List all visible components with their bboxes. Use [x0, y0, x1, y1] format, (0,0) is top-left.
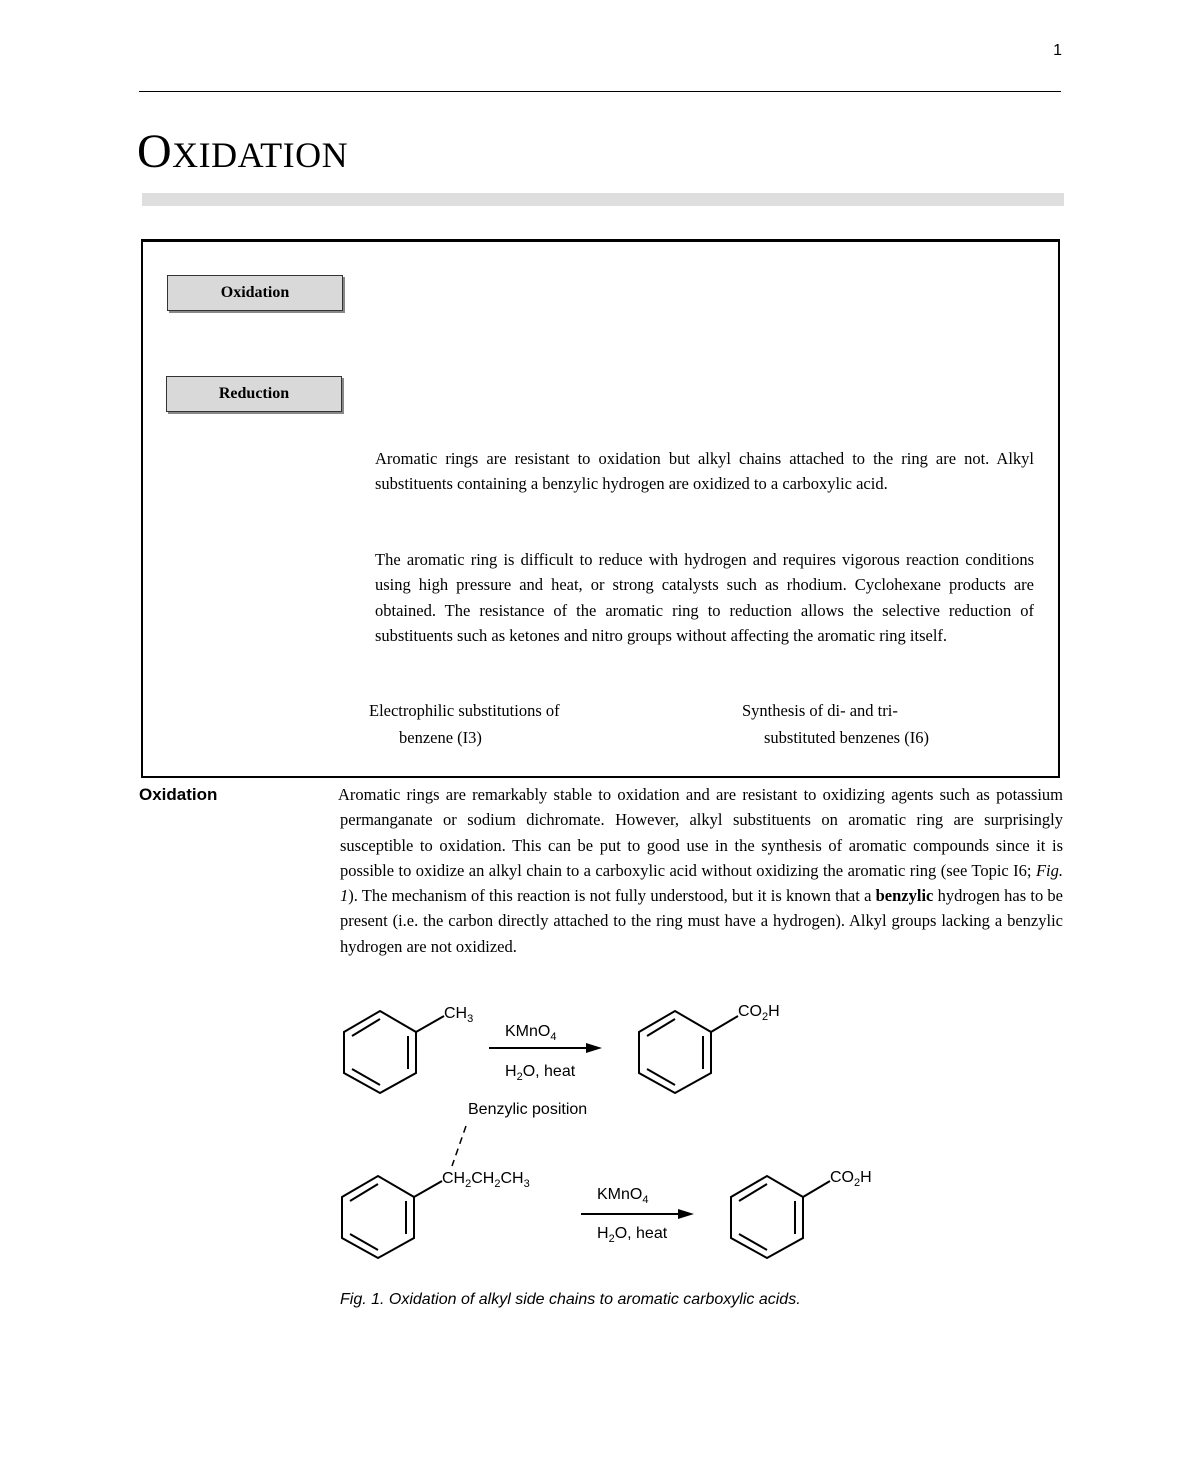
paragraph-text-b: ). The mechanism of this reaction is not fully understood, but it is known that a: [348, 886, 876, 906]
figure-reference: Fig. 1: [340, 860, 1063, 906]
label-co2h-1: $CO_2H$: [738, 1003, 780, 1023]
paragraph-text-a: Aromatic rings are remarkably stable to oxidation and are resistant to oxidizing agents such as potassium permanganate or sodium dichromate. However, alkyl substituents on aromatic ring are surprisingly susceptible to oxidation. This can be put to good use in the synthesis of aromatic compounds since it is possible to oxidize an alkyl chain to a carboxylic acid without oxidizing the aromatic ring (see Topic I6;: [338, 785, 1063, 880]
annotation-pointer: [452, 1126, 466, 1166]
label-co2h-2: $CO_2H$: [830, 1169, 872, 1189]
bold-term-benzylic: benzylic: [875, 886, 934, 906]
section-heading: Oxidation: [139, 785, 218, 804]
chapter-title-initial: O: [137, 125, 173, 178]
arrowhead-1: [586, 1043, 602, 1053]
topic-text-reduction: The aromatic ring is difficult to reduce with hydrogen and requires vigorous reaction conditions using high pressure and heat, or strong catalysts such as rhodium. Cyclohexane products are obtained. The resistance of the aromatic ring to reduction allows the selective reduction of substituents such as ketones and nitro groups without affecting the aromatic ring itself.: [375, 550, 1034, 645]
benzene-ring-benzoic-acid-2: [731, 1176, 803, 1258]
topic-text-oxidation: Aromatic rings are resistant to oxidation but alkyl chains attached to the ring are not. Alkyl substituents containing a benzylic hydrogen are oxidized to a carboxylic acid.: [375, 449, 1034, 494]
bond-propyl: [414, 1181, 442, 1197]
conditions-1: $H_2O$, heat: [505, 1063, 576, 1083]
label-ch3: $CH_3$: [444, 1005, 474, 1025]
conditions-2: $H_2O$, heat: [597, 1225, 668, 1245]
topic-label-reduction: Reduction: [166, 376, 342, 412]
annotation-benzylic: Benzylic position: [468, 1101, 588, 1118]
topic-label-oxidation: Oxidation: [167, 275, 343, 311]
paragraph-text-c: hydrogen has to be present (i.e. the carbon directly attached to the ring must have a hydrogen). Alkyl groups lacking a benzylic hydrogen are not oxidized.: [340, 886, 1063, 956]
bond-ch3: [416, 1016, 444, 1032]
reagent-1: KMnO$_4$: [505, 1023, 557, 1043]
arrowhead-2: [678, 1209, 694, 1219]
related-topic-i3-line2: benzene (I3): [399, 728, 482, 747]
chapter-title-rest: XIDATION: [172, 135, 349, 175]
bond-co2h-1: [711, 1016, 738, 1032]
related-topic-i6-line2: substituted benzenes (I6): [764, 728, 929, 747]
label-propyl: $CH_2CH_2CH_3$: [442, 1170, 530, 1190]
reagent-2: KMnO$_4$: [597, 1186, 649, 1206]
figure-caption: Fig. 1. Oxidation of alkyl side chains to aromatic carboxylic acids.: [340, 1291, 801, 1308]
benzene-ring-propylbenzene: [342, 1176, 414, 1258]
related-topic-i3-line1: Electrophilic substitutions of: [369, 701, 560, 720]
benzene-ring-toluene: [344, 1011, 416, 1093]
bond-co2h-2: [803, 1181, 830, 1197]
page-number: 1: [1053, 42, 1062, 59]
related-topic-i6-line1: Synthesis of di- and tri-: [742, 701, 898, 720]
benzene-ring-benzoic-acid-1: [639, 1011, 711, 1093]
